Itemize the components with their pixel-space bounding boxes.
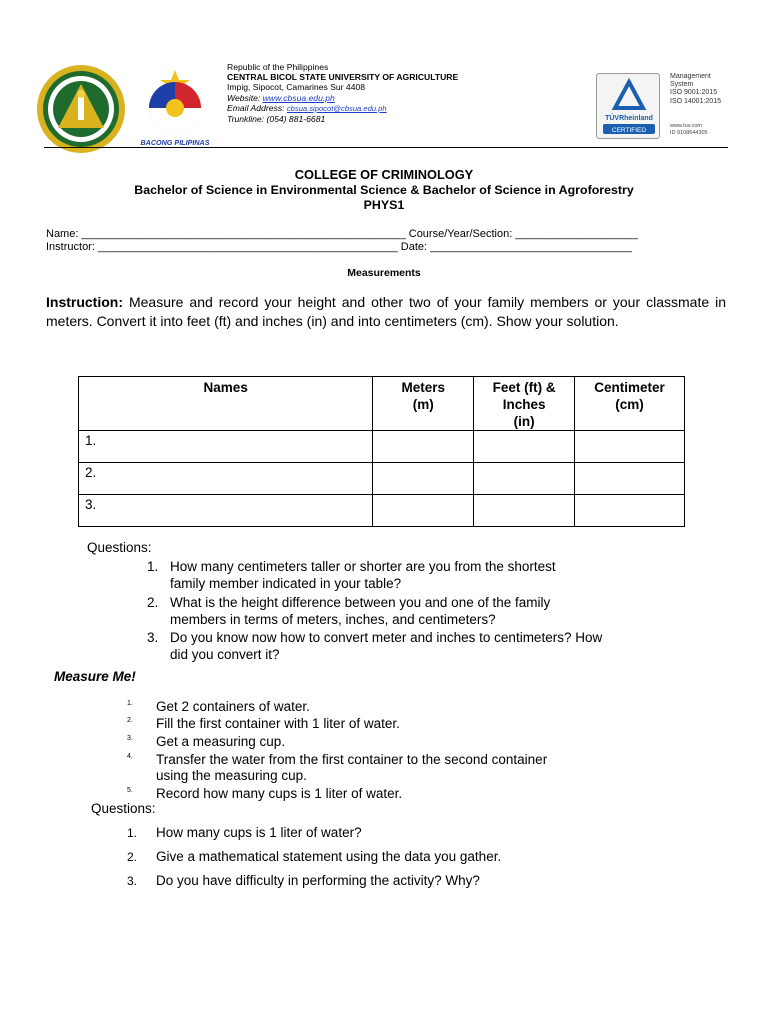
table-cell[interactable] [373,431,474,463]
step-text-continued: using the measuring cup. [156,768,307,783]
tuv-logo [596,73,660,139]
table-cell[interactable] [575,495,685,527]
table-cell[interactable] [474,431,575,463]
name-course-field[interactable]: Name: _____________________________________________________ Course/Year/Section: ____________________ [46,228,638,240]
university-name: CENTRAL BICOL STATE UNIVERSITY OF AGRICULTURE [227,72,459,83]
measure-me-title: Measure Me! [54,669,136,684]
cert-iso2: ISO 14001:2015 [670,97,721,105]
table-cell-name[interactable]: 2. [79,463,373,495]
question-text: What is the height difference between you and one of the family [170,595,551,610]
step-number: 3. [127,735,133,742]
question-text: Give a mathematical statement using the data you gather. [156,849,502,864]
bagong-pilipinas-logo [132,66,218,150]
col-names-header: Names [79,377,373,431]
step-text: Fill the first container with 1 liter of water. [156,716,400,731]
header-info [227,62,458,124]
college-title: COLLEGE OF CRIMINOLOGY [294,167,474,182]
address-line: Impig, Sipocot, Camarines Sur 4408 [227,82,366,93]
table-cell[interactable] [575,431,685,463]
website-label: Website: [227,92,261,103]
questions-heading: Questions: [87,540,152,555]
table-cell[interactable] [373,495,474,527]
measurements-heading: Measurements [347,267,421,279]
question-number: 2. [147,595,159,610]
email-link[interactable]: cbsua.sipocot@cbsua.edu.ph [286,103,387,113]
instructor-date-field[interactable]: Instructor: _________________________________________________ Date: _________________________________ [46,241,633,253]
table-cell[interactable] [474,495,575,527]
table-row [79,431,685,463]
tuv-certification [596,73,730,139]
question-text: How many cups is 1 liter of water? [156,825,362,840]
question-text: did you convert it? [170,647,280,662]
question-number: 1. [147,559,159,574]
col-meters-header: Meters (m) [373,377,474,431]
trunkline: Trunkline: (054) 881-6681 [227,114,326,125]
question-text: members in terms of meters, inches, and centimeters? [170,612,496,627]
step-number: 5. [127,787,133,794]
program-title: Bachelor of Science in Environmental Science & Bachelor of Science in Agroforestry [134,183,634,197]
step-text: Get 2 containers of water. [156,699,310,714]
step-number: 4. [127,753,133,760]
cert-title1: Management [670,73,711,80]
table-cell-name[interactable]: 3. [79,495,373,527]
cert-title2: System [670,81,694,89]
col-feet-inches-header: Feet (ft) & Inches (in) [474,377,575,431]
university-seal-logo [36,64,126,154]
step-text: Record how many cups is 1 liter of water. [156,786,403,801]
question-number: 3. [127,874,138,888]
instruction-text: Measure and record your height and other two of your family members or your classmate in meters. Convert it into feet (ft) and inches (in) and into centimeters (cm). Show your solution. [46,294,726,329]
question-number: 2. [127,850,138,864]
website-link[interactable]: www.cbsua.edu.ph [262,92,335,103]
table-row [79,495,685,527]
question-text: How many centimeters taller or shorter are you from the shortest [170,559,556,574]
measurement-table [78,376,685,527]
question-number: 1. [127,826,138,840]
step-text: Get a measuring cup. [156,734,286,749]
republic-line: Republic of the Philippines [227,62,329,72]
cert-iso1: ISO 9001:2015 [670,89,718,97]
table-cell[interactable] [373,463,474,495]
step-number: 2. [127,717,133,724]
header-divider [44,147,728,148]
table-cell-name[interactable]: 1. [79,431,373,463]
tuv-badge: CERTIFIED [611,127,647,134]
question-text: Do you know now how to convert meter and inches to centimeters? How [170,630,603,645]
step-text: Transfer the water from the first container to the second container [156,752,548,767]
cert-id: ID 9108644305 [670,129,708,136]
question-number: 3. [147,630,159,645]
questions-heading-2: Questions: [91,801,156,816]
instruction-paragraph [46,293,726,330]
course-code: PHYS1 [363,198,405,212]
table-cell[interactable] [575,463,685,495]
tuv-brand: TÜVRheinland [605,115,653,122]
email-label: Email Address: [227,102,285,113]
col-centimeter-header: Centimeter (cm) [575,377,685,431]
step-number: 1. [127,700,133,707]
table-header-row [79,377,685,431]
bp-text: BACONG PILIPINAS [140,138,210,147]
instruction-label: Instruction: [46,294,123,310]
question-text: family member indicated in your table? [170,576,402,591]
question-text: Do you have difficulty in performing the activity? Why? [156,873,480,888]
table-cell[interactable] [474,463,575,495]
table-row [79,463,685,495]
cert-web: www.tuv.com [670,123,702,129]
